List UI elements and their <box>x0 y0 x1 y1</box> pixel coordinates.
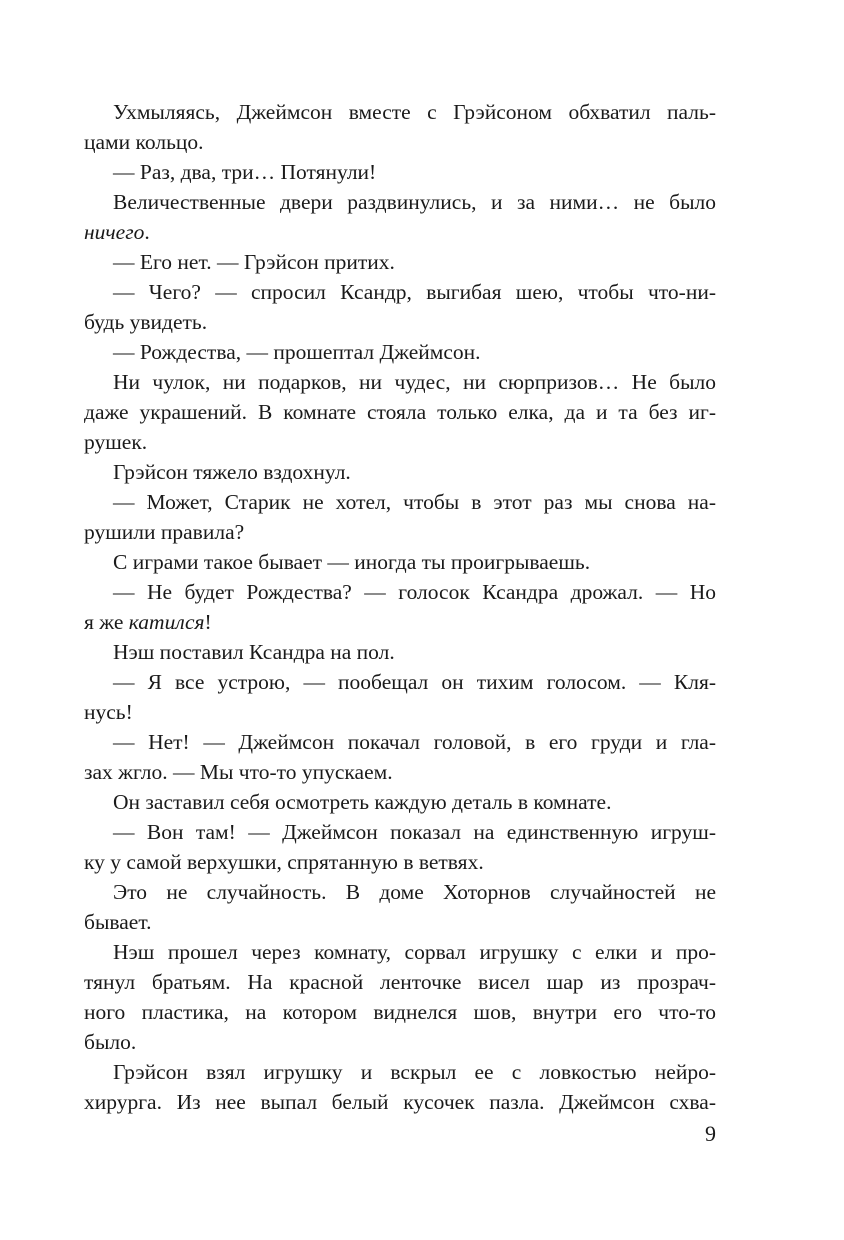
text-line: бывает. <box>84 910 152 934</box>
italic-word: катился <box>128 610 205 634</box>
text-line: Это не случайность. В доме Хоторнов случайностей не <box>113 880 716 904</box>
text-line: Грэйсон взял игрушку и вскрыл ее с ловкостью нейро- <box>113 1060 716 1084</box>
text-line: — Рождества, — прошептал Джеймсон. <box>113 340 481 364</box>
text-line: — Его нет. — Грэйсон притих. <box>113 250 395 274</box>
text-line: Нэш прошел через комнату, сорвал игрушку с елки и про- <box>113 940 716 964</box>
text-line: зах жгло. — Мы что-то упускаем. <box>84 760 393 784</box>
text-line: ного пластика, на котором виднелся шов, внутри его что-то <box>84 1000 716 1024</box>
text-line: Он заставил себя осмотреть каждую деталь в комнате. <box>113 790 612 814</box>
text-line: даже украшений. В комнате стояла только елка, да и та без иг- <box>84 400 716 424</box>
text-line: — Я все устрою, — пообещал он тихим голосом. — Кля- <box>113 670 716 694</box>
text-line: С играми такое бывает — иногда ты проигрываешь. <box>113 550 591 574</box>
text-line: ку у самой верхушки, спрятанную в ветвях. <box>84 850 484 874</box>
text-line: Ни чулок, ни подарков, ни чудес, ни сюрпризов… Не было <box>113 370 716 394</box>
text-line: — Вон там! — Джеймсон показал на единственную игруш- <box>113 820 716 844</box>
text-line: Ухмыляясь, Джеймсон вместе с Грэйсоном обхватил паль- <box>113 100 716 124</box>
text-line: Величественные двери раздвинулись, и за ними… не было <box>113 190 716 214</box>
text-line: — Может, Старик не хотел, чтобы в этот раз мы снова на- <box>113 490 716 514</box>
text-line: — Нет! — Джеймсон покачал головой, в его груди и гла- <box>113 730 716 754</box>
text-line: — Не будет Рождества? — голосок Ксандра дрожал. — Но <box>113 580 716 604</box>
text-line: будь увидеть. <box>84 310 208 334</box>
text-line: рушек. <box>84 430 148 454</box>
text-line: рушили правила? <box>84 520 245 544</box>
text-line: — Раз, два, три… Потянули! <box>113 160 377 184</box>
text-line: хирурга. Из нее выпал белый кусочек пазла. Джеймсон схва- <box>84 1090 716 1114</box>
text-line: цами кольцо. <box>84 130 204 154</box>
text-line: — Чего? — спросил Ксандр, выгибая шею, чтобы что-ни- <box>113 280 716 304</box>
text-line: Грэйсон тяжело вздохнул. <box>113 460 351 484</box>
text-line: Нэш поставил Ксандра на пол. <box>113 640 395 664</box>
text-line: я же катился! <box>84 610 212 634</box>
italic-word: ничего <box>84 220 145 244</box>
text-line: ничего. <box>84 220 150 244</box>
text-line: тянул братьям. На красной ленточке висел шар из прозрач- <box>84 970 716 994</box>
text-line: было. <box>84 1030 137 1054</box>
body-text <box>84 97 716 1117</box>
page-number: 9 <box>705 1121 716 1146</box>
text-line: нусь! <box>84 700 133 724</box>
